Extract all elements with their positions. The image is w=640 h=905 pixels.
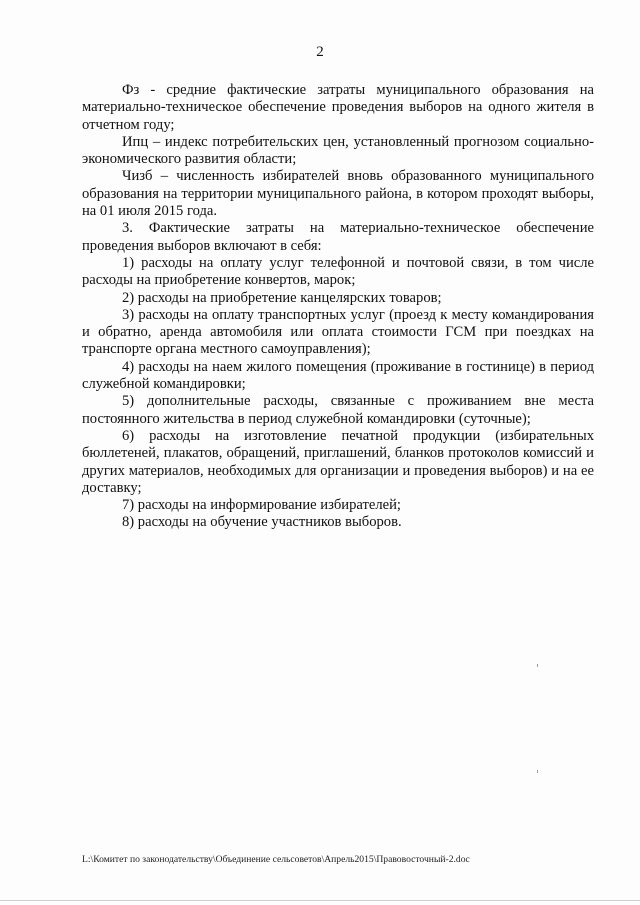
scan-artifact xyxy=(537,770,538,773)
footer-file-path: L:\Комитет по законодательству\Объединение сельсоветов\Апрель2015\Правовосточный-2.doc xyxy=(82,854,470,865)
page-bottom-edge xyxy=(0,900,640,901)
list-item-2: 2) расходы на приобретение канцелярских товаров; xyxy=(122,289,442,306)
paragraph-item-3-intro: 3. Фактические затраты на материально-техническое обеспечение проведения выборов включают в себя: xyxy=(82,220,594,254)
list-item-1: 1) расходы на оплату услуг телефонной и почтовой связи, в том числе расходы на приобретение конвертов, марок; xyxy=(82,254,594,289)
list-item-5: 5) дополнительные расходы, связанные с проживанием вне места постоянного жительства в период служебной командировки (суточные); xyxy=(82,393,594,427)
paragraph-ipc-definition: Ипц – индекс потребительских цен, установленный прогнозом социально-экономического развития области; xyxy=(82,133,594,168)
paragraph-chizb-definition: Чизб – численность избирателей вновь образованного муниципального образования на территории муниципального района, в котором проходят выборы, на 01 июля 2015 года. xyxy=(82,168,594,220)
scan-artifact xyxy=(537,664,538,667)
page-number: 2 xyxy=(316,44,324,60)
list-item-8: 8) расходы на обучение участников выборов. xyxy=(122,514,402,531)
paragraph-fz-definition: Фз - средние фактические затраты муниципального образования на материально-техническое обеспечение проведения выборов на одного жителя в отчетном году; xyxy=(82,82,594,133)
list-item-6: 6) расходы на изготовление печатной продукции (избирательных бюллетеней, плакатов, обращений, приглашений, бланков протоколов комиссий и других материалов, необходимых для организации и проведения выборов) и на ее доставку; xyxy=(82,427,594,496)
list-item-7: 7) расходы на информирование избирателей; xyxy=(122,497,401,514)
list-item-3: 3) расходы на оплату транспортных услуг (проезд к месту командирования и обратно, аренда автомобиля или оплата стоимости ГСМ при поездках на транспорте органа местного самоуправления); xyxy=(82,306,594,358)
list-item-4: 4) расходы на наем жилого помещения (проживание в гостинице) в период служебной командировки; xyxy=(82,358,594,393)
document-body xyxy=(82,82,594,532)
